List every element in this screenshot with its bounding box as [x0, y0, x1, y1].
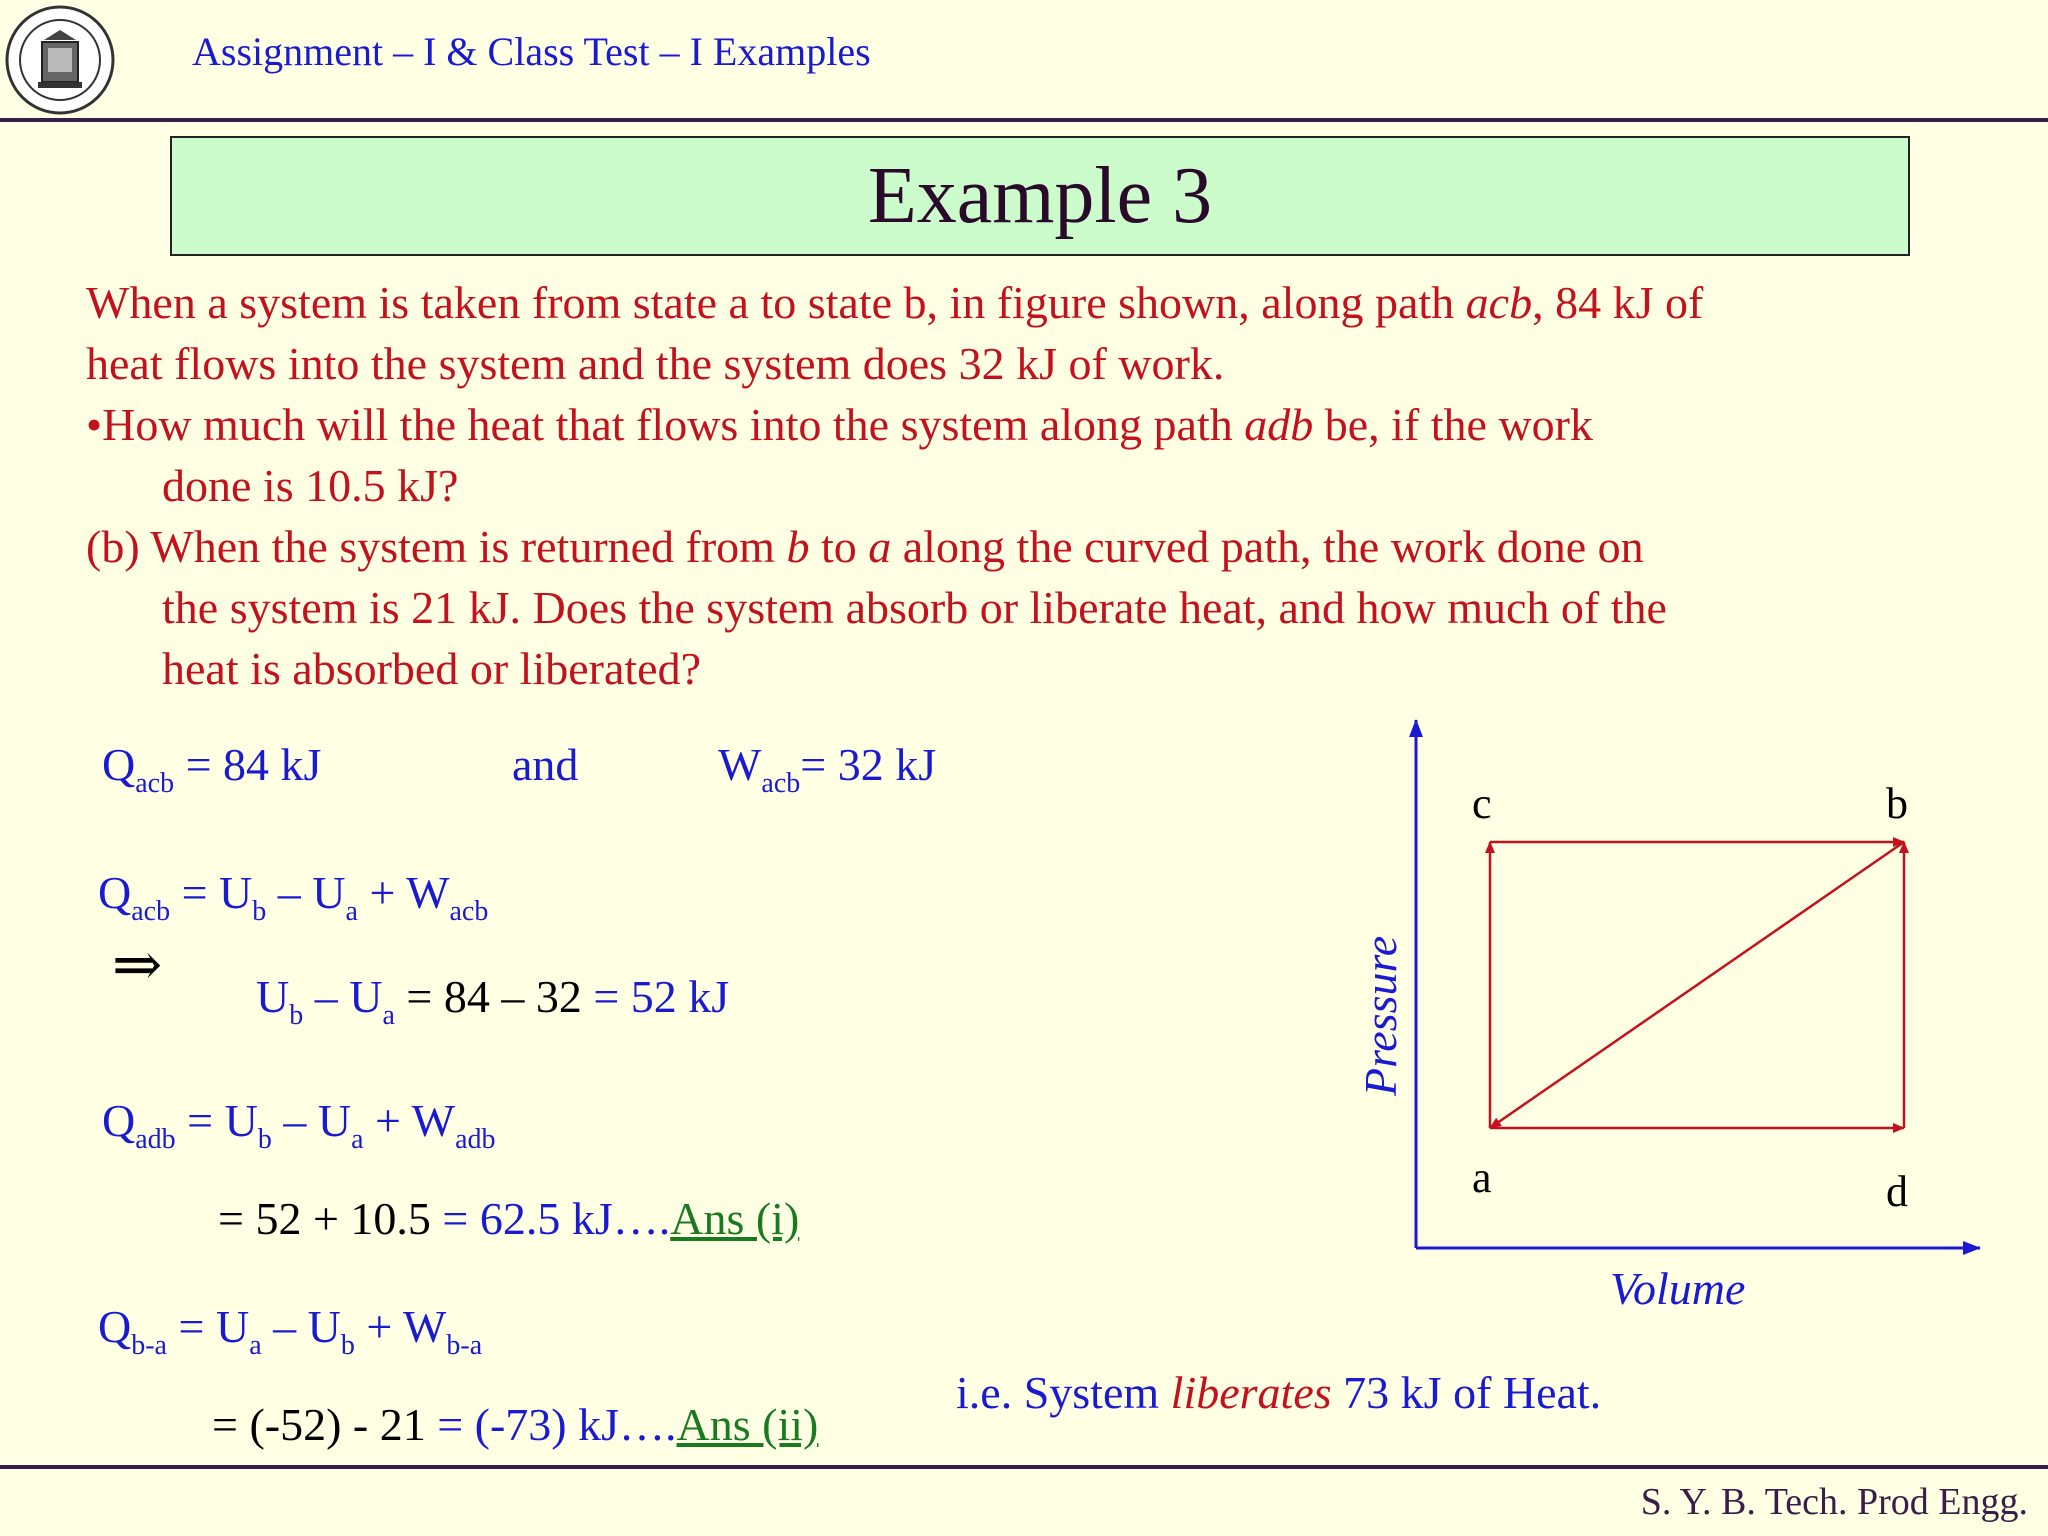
problem-line-4: done is 10.5 kJ?	[162, 460, 459, 511]
header-title: Assignment – I & Class Test – I Examples	[192, 29, 871, 74]
answer-i: = 52 + 10.5 = 62.5 kJ….Ans (i)	[218, 1193, 800, 1244]
problem-line-2: heat flows into the system and the system does 32 kJ of work.	[86, 338, 1225, 389]
equation-q-acb: $Q_{acb} = U_b - U_a + W_{acb}$	[98, 867, 489, 927]
equation-q-adb: $Q_{adb} = U_b - U_a + W_{adb}$	[102, 1095, 496, 1155]
given-and: and	[512, 739, 579, 790]
institute-seal-logo	[4, 4, 116, 116]
implies-arrow: ⇒	[112, 932, 163, 998]
y-axis-label: Pressure	[1355, 935, 1406, 1096]
footer-divider	[0, 1465, 2048, 1469]
problem-statement	[86, 272, 1986, 699]
given-q-acb: $Q_{acb} = 84$ kJ	[102, 739, 322, 799]
x-axis-label: Volume	[1610, 1263, 1746, 1314]
header-divider	[0, 118, 2048, 122]
given-w-acb: $W_{acb}= 32$ kJ	[718, 739, 937, 799]
problem-line-1: When a system is taken from state a to state b, in figure shown, along path acb, 84 kJ of	[86, 277, 1704, 328]
equation-q-ba: $Q_{b-a} = U_a - U_b + W_{b-a}$	[98, 1301, 483, 1361]
point-a-label: a	[1472, 1153, 1492, 1202]
problem-line-7: heat is absorbed or liberated?	[162, 643, 701, 694]
problem-line-6: the system is 21 kJ. Does the system absorb or liberate heat, and how much of the	[162, 582, 1667, 633]
equation-ub-ua: $U_b - U_a = 84 - 32 = 52$ kJ	[256, 971, 730, 1031]
pv-diagram	[1330, 700, 2010, 1320]
point-d-label: d	[1886, 1167, 1908, 1216]
footer-text: S. Y. B. Tech. Prod Engg.	[1640, 1481, 2028, 1523]
slide-title: Example 3	[170, 136, 1910, 256]
answer-ii: = (-52) - 21 = (-73) kJ….Ans (ii)	[212, 1399, 819, 1450]
problem-line-5: (b) When the system is returned from b to a along the curved path, the work done on	[86, 521, 1644, 572]
path-b-a	[1490, 842, 1904, 1128]
conclusion: i.e. System liberates 73 kJ of Heat.	[956, 1367, 1602, 1418]
problem-line-3: •How much will the heat that flows into the system along path adb be, if the work	[86, 399, 1594, 450]
point-c-label: c	[1472, 779, 1492, 828]
point-b-label: b	[1886, 779, 1908, 828]
